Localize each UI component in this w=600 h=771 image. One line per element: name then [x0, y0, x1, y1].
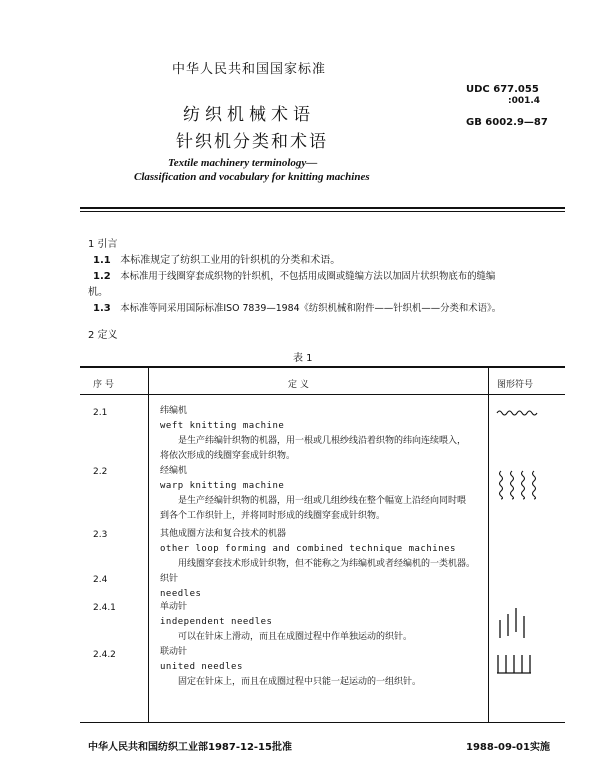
clause-text: 本标准等同采用国际标准ISO 7839—1984《纺织机械和附件——针织机——分类和术语》。	[120, 303, 502, 314]
term-en: weft knitting machine	[160, 421, 285, 431]
clause-text: 本标准规定了纺织工业用的针织机的分类和术语。	[120, 255, 341, 266]
table-row-definition	[160, 464, 466, 524]
table-row-definition	[160, 645, 421, 690]
table-col-divider-1	[148, 367, 149, 722]
clause-1-1	[93, 254, 340, 268]
issuing-authority: 中华人民共和国国家标准	[172, 62, 327, 77]
table-row-number: 2.2	[93, 467, 108, 477]
clause-1-3	[93, 302, 501, 316]
title-cn-main: 纺织机械术语	[183, 105, 315, 125]
term-cn: 经编机	[160, 466, 188, 476]
table-top-rule	[80, 366, 565, 368]
column-header-definition: 定 义	[288, 380, 309, 390]
section-heading-intro: 1 引言	[88, 239, 118, 250]
title-en-line2: Classification and vocabulary for knitting machines	[134, 171, 370, 183]
gb-standard-number: GB 6002.9—87	[466, 117, 548, 128]
term-cn: 联动针	[160, 647, 188, 657]
term-definition: 是生产纬编针织物的机器，用一根或几根纱线沿着织物的纬向连续喂入，	[178, 436, 467, 446]
term-en: other loop forming and combined technique machines	[160, 544, 456, 554]
column-header-number: 序 号	[93, 380, 114, 390]
independent-needles-symbol-icon	[496, 606, 530, 640]
title-en-line1: Textile machinery terminology—	[168, 157, 318, 169]
term-en: independent needles	[160, 617, 273, 627]
term-definition-cont: 将依次形成的线圈穿套成针织物。	[160, 451, 296, 461]
clause-number: 1.2	[93, 271, 111, 282]
title-cn-sub: 针织机分类和术语	[176, 132, 328, 152]
term-cn: 其他成圈方法和复合技术的机器	[160, 529, 287, 539]
term-cn: 纬编机	[160, 406, 188, 416]
term-cn: 织针	[160, 574, 179, 584]
table-row-number: 2.4.1	[93, 603, 116, 613]
table-row-number: 2.1	[93, 408, 108, 418]
term-en: needles	[160, 589, 202, 599]
table-title: 表 1	[293, 353, 313, 364]
warp-knitting-symbol-icon	[496, 470, 540, 500]
term-cn: 单动针	[160, 602, 188, 612]
table-row-definition	[160, 404, 466, 464]
table-header-rule	[80, 394, 565, 395]
term-definition: 固定在针床上，而且在成圈过程中只能一起运动的一组织针。	[178, 677, 422, 687]
table-row-number: 2.4.2	[93, 650, 116, 660]
header-rule-thick	[80, 207, 565, 209]
table-col-divider-2	[488, 367, 489, 722]
clause-1-2-cont: 机。	[88, 287, 108, 298]
clause-number: 1.1	[93, 255, 111, 266]
term-definition: 可以在针床上滑动，而且在成圈过程中作单独运动的织针。	[178, 632, 413, 642]
term-definition-cont: 到各个工作织针上，并将同时形成的线圈穿套成针织物。	[160, 511, 386, 521]
united-needles-symbol-icon	[496, 652, 532, 676]
term-en: united needles	[160, 662, 243, 672]
term-definition: 是生产经编针织物的机器，用一组或几组纱线在整个幅宽上沿经向同时喂	[178, 496, 467, 506]
weft-knitting-symbol-icon	[496, 408, 540, 418]
header-rule-thin	[80, 211, 565, 212]
term-definition: 用线圈穿套技术形成针织物，但不能称之为纬编机或者经编机的一类机器。	[178, 559, 476, 569]
column-header-symbol: 图形符号	[497, 380, 534, 390]
table-row-definition	[160, 572, 201, 602]
term-en: warp knitting machine	[160, 481, 285, 491]
approval-statement: 中华人民共和国纺织工业部1987-12-15批准	[88, 742, 292, 753]
table-row-number: 2.3	[93, 530, 108, 540]
clause-text: 本标准用于线圈穿套成织物的针织机，不包括用成圈或缝编方法以加固片状织物底布的缝编	[120, 271, 496, 282]
table-bottom-rule	[80, 722, 565, 723]
section-heading-definitions: 2 定义	[88, 330, 118, 341]
implementation-date: 1988-09-01实施	[466, 742, 550, 753]
table-row-definition	[160, 600, 412, 645]
clause-number: 1.3	[93, 303, 111, 314]
table-row-number: 2.4	[93, 575, 108, 585]
table-row-definition	[160, 527, 475, 572]
udc-code-suffix: :001.4	[508, 96, 541, 106]
clause-1-2	[93, 270, 495, 284]
udc-code: UDC 677.055	[466, 84, 539, 95]
